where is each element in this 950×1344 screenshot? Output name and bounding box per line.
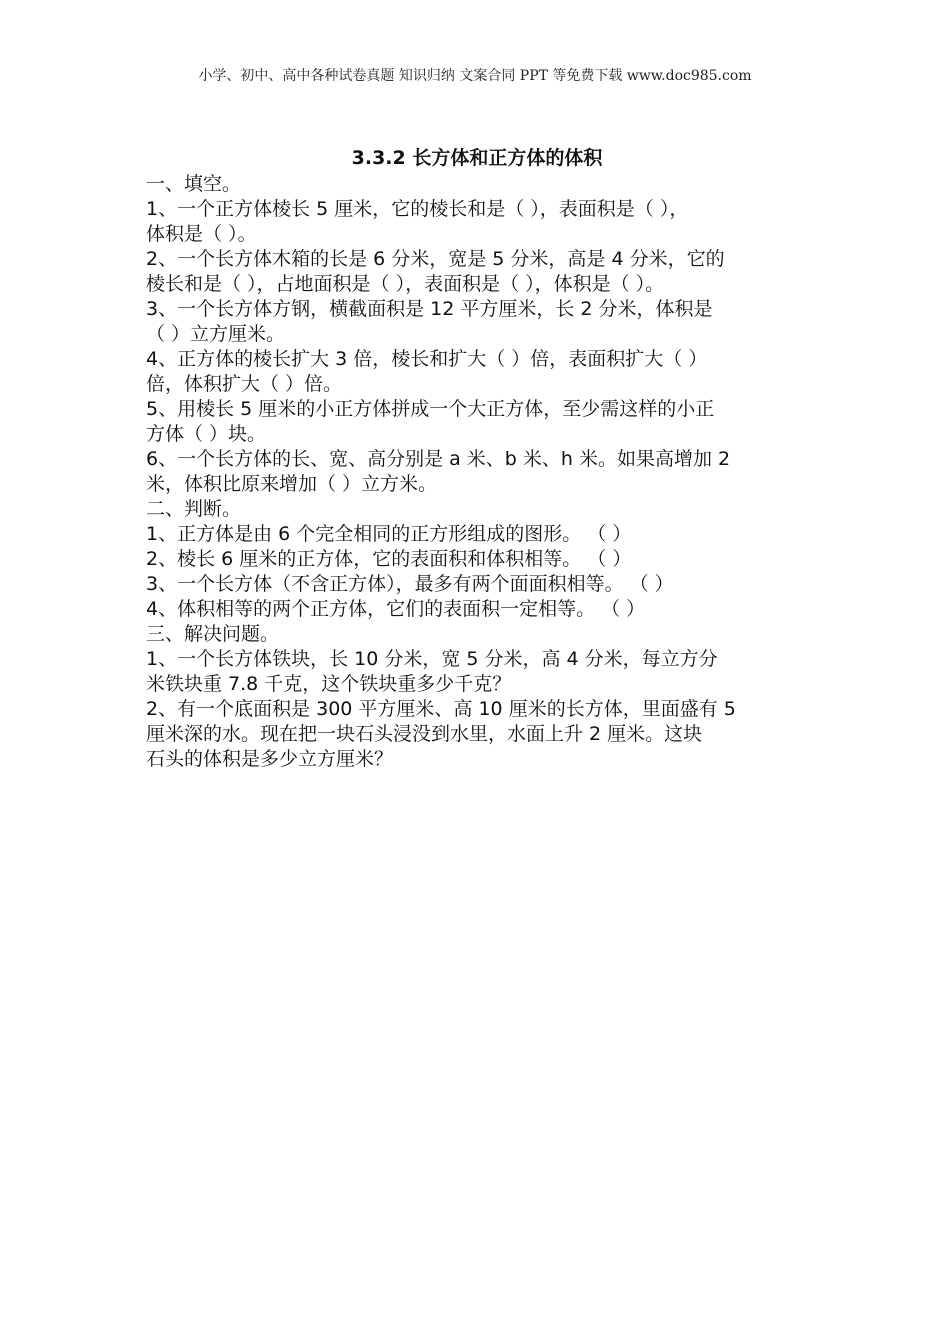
worksheet-title: 3.3.2 长方体和正方体的体积: [351, 147, 603, 169]
question-item: [146, 197, 808, 247]
question-line: 厘米深的水。现在把一块石头浸没到水里，水面上升 2 厘米。这块: [146, 723, 703, 745]
question-line: 倍，体积扩大（ ）倍。: [146, 373, 343, 395]
question-line: 1、正方体是由 6 个完全相同的正方形组成的图形。 （ ）: [146, 523, 632, 545]
question-line: 1、一个长方体铁块，长 10 分米，宽 5 分米，高 4 分米，每立方分: [146, 648, 718, 670]
question-line: 棱长和是（ ），占地面积是（ ），表面积是（ ），体积是（ ）。: [146, 273, 665, 295]
question-line: 3、一个长方体方钢，横截面积是 12 平方厘米，长 2 分米，体积是: [146, 298, 713, 320]
question-line: （ ）立方厘米。: [146, 323, 286, 345]
question-item: [146, 247, 808, 297]
question-line: 2、一个长方体木箱的长是 6 分米，宽是 5 分米，高是 4 分米，它的: [146, 248, 725, 270]
question-item: [146, 297, 808, 347]
question-line: 方体（ ）块。: [146, 423, 267, 445]
section-heading: 一、填空。: [146, 173, 242, 195]
question-line: 3、一个长方体（不含正方体），最多有两个面面积相等。 （ ）: [146, 573, 674, 595]
question-line: 2、棱长 6 厘米的正方体，它的表面积和体积相等。 （ ）: [146, 548, 632, 570]
question-line: 米，体积比原来增加（ ）立方米。: [146, 473, 438, 495]
section-heading: 三、解决问题。: [146, 623, 280, 645]
question-line: 5、用棱长 5 厘米的小正方体拼成一个大正方体，至少需这样的小正: [146, 398, 715, 420]
worksheet-body: [146, 146, 808, 772]
section-word-problems: [146, 622, 808, 772]
question-item: [146, 697, 808, 772]
question-item: [146, 447, 808, 497]
question-line: 石头的体积是多少立方厘米？: [146, 748, 394, 770]
question-line: 米铁块重 7.8 千克，这个铁块重多少千克？: [146, 673, 512, 695]
section-heading: 二、判断。: [146, 498, 242, 520]
question-item: [146, 397, 808, 447]
question-line: 体积是（ ）。: [146, 223, 257, 245]
question-item: [146, 347, 808, 397]
page-header-banner: 小学、初中、高中各种试卷真题 知识归纳 文案合同 PPT 等免费下载 www.doc985.com: [198, 68, 752, 84]
section-fill-in-blank: [146, 172, 808, 497]
question-line: 1、一个正方体棱长 5 厘米，它的棱长和是（ ），表面积是（ ），: [146, 198, 689, 220]
question-line: 2、有一个底面积是 300 平方厘米、高 10 厘米的长方体，里面盛有 5: [146, 698, 736, 720]
question-line: 4、正方体的棱长扩大 3 倍，棱长和扩大（ ）倍，表面积扩大（ ）: [146, 348, 708, 370]
question-line: 4、体积相等的两个正方体，它们的表面积一定相等。 （ ）: [146, 598, 646, 620]
section-true-false: [146, 497, 808, 622]
question-line: 6、一个长方体的长、宽、高分别是 a 米、b 米、h 米。如果高增加 2: [146, 448, 731, 470]
question-item: [146, 647, 808, 697]
